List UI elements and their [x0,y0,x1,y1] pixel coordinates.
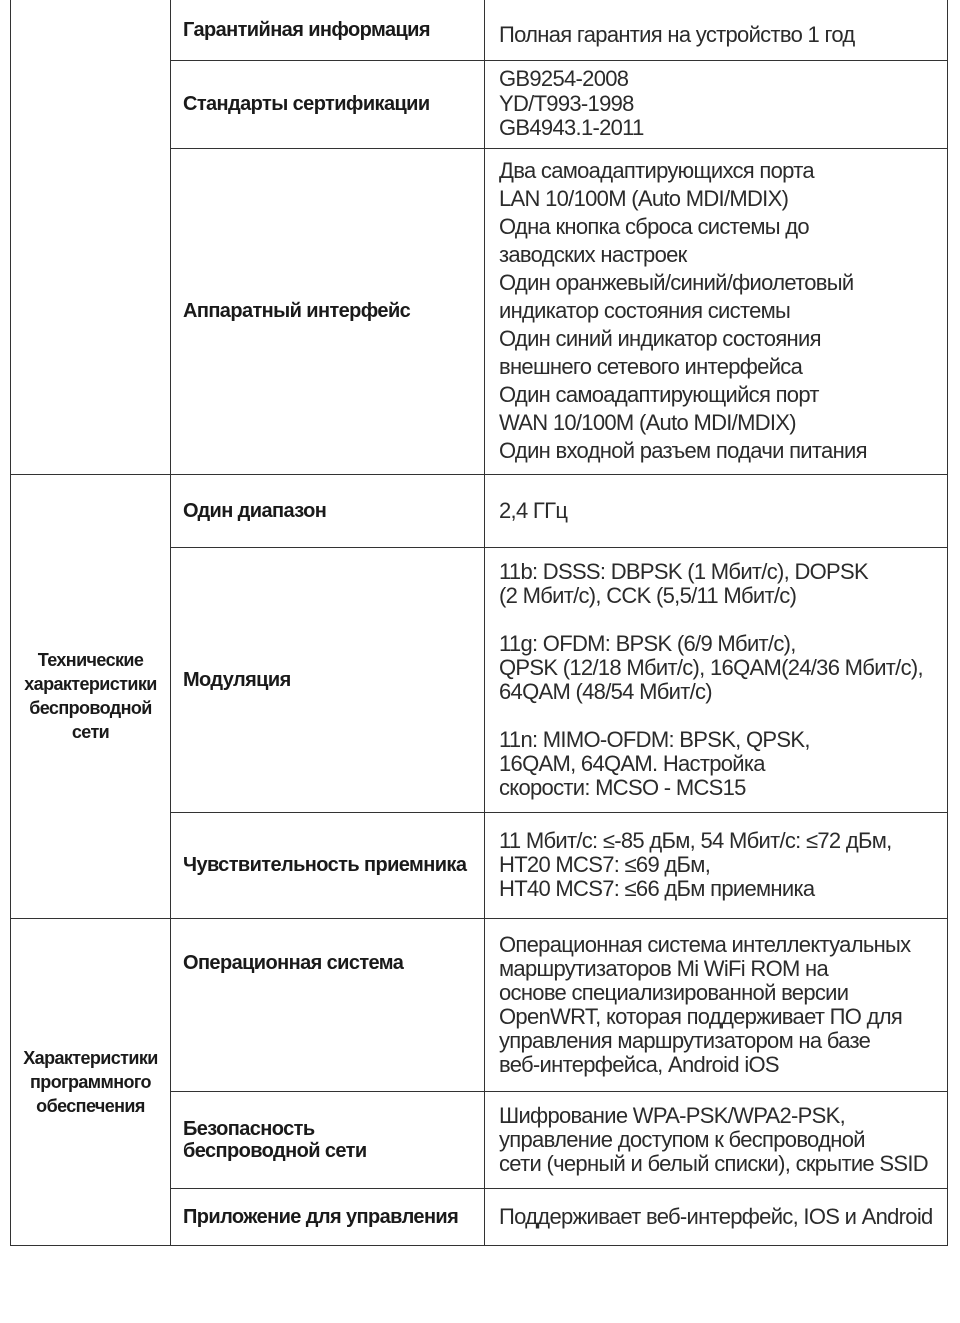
value-band [485,474,948,547]
modulation-11n [499,728,945,800]
value-line: 64QAM (48/54 Мбит/с) [499,678,712,704]
group-label-line: обеспечения [36,1095,145,1116]
group-cell-general [11,0,171,474]
label-sensitivity: Чувствительность приемника [171,812,485,918]
group-label-line: Характеристики [23,1047,158,1068]
label-band: Один диапазон [171,474,485,547]
label-hardware: Аппаратный интерфейс [171,148,485,474]
value-line: 11g: OFDM: BPSK (6/9 Мбит/с), [499,630,796,656]
value-sensitivity [485,812,948,918]
value-line: сети (черный и белый списки), скрытие SSID [499,1150,928,1176]
value-line: внешнего сетевого интерфейса [499,354,803,379]
label-certification: Стандарты сертификации [171,60,485,148]
value-line: скорости: MCSO - MCS15 [499,774,746,800]
value-line: маршрутизаторов Mi WiFi ROM на [499,955,829,981]
value-line: HT40 MCS7: ≤66 дБм приемника [499,876,815,901]
value-management-app [485,1188,948,1245]
value-hardware [485,148,948,474]
group-cell-software [11,918,171,1245]
value-line: OpenWRT, которая поддерживает ПО для [499,1003,903,1029]
value-line: WAN 10/100M (Auto MDI/MDIX) [499,410,796,435]
value-line: Один входной разъем подачи питания [499,438,867,463]
value-warranty [485,0,948,60]
value-line: управление доступом к беспроводной [499,1126,865,1152]
label-line: Безопасность [183,1117,315,1140]
group-cell-wireless [11,474,171,918]
value-line: YD/T993-1998 [499,90,634,116]
table-row-os [11,918,948,1091]
modulation-11g [499,632,945,704]
value-certification [485,60,948,148]
label-modulation: Модуляция [171,547,485,812]
value-line: Два самоадаптирующихся порта [499,158,814,183]
value-line: GB9254-2008 [499,66,629,92]
value-line: GB4943.1-2011 [499,115,644,141]
group-label-line: характеристики [24,674,157,694]
value-line: заводских настроек [499,242,687,267]
label-os: Операционная система [171,918,485,1091]
group-label-line: сети [71,722,110,742]
value-line: HT20 MCS7: ≤69 дБм, [499,852,711,877]
value-line: (2 Мбит/с), CCK (5,5/11 Мбит/с) [499,582,797,608]
label-line: беспроводной сети [183,1139,367,1162]
label-security [171,1091,485,1188]
value-line: Операционная система интеллектуальных [499,931,911,957]
value-line: индикатор состояния системы [499,298,791,323]
value-line: веб-интерфейса, Android iOS [499,1051,779,1077]
value-line: основе специализированной версии [499,979,849,1005]
label-warranty: Гарантийная информация [171,0,485,60]
value-line: Одна кнопка сброса системы до [499,214,809,239]
table-row-warranty [11,0,948,60]
value-line: QPSK (12/18 Мбит/с), 16QAM(24/36 Мбит/с), [499,654,923,680]
value-line: Поддерживает веб-интерфейс, IOS и Android [499,1203,933,1229]
value-line: управления маршрутизатором на базе [499,1027,871,1053]
value-line: 2,4 ГГц [499,497,568,523]
group-label-line: беспроводной [29,698,152,718]
value-line: LAN 10/100M (Auto MDI/MDIX) [499,186,789,211]
value-security [485,1091,948,1188]
table-row-band [11,474,948,547]
value-line: 11b: DSSS: DBPSK (1 Мбит/с), DOPSK [499,558,868,584]
label-management-app: Приложение для управления [171,1188,485,1245]
modulation-11b [499,560,945,608]
value-line: 11 Мбит/с: ≤-85 дБм, 54 Мбит/с: ≤72 дБм, [499,828,892,853]
value-line: Один самоадаптирующийся порт [499,382,819,407]
value-os [485,918,948,1091]
value-line: Один оранжевый/синий/фиолетовый [499,270,854,295]
value-line: Полная гарантия на устройство 1 год [499,21,855,47]
value-line: 16QAM, 64QAM. Настройка [499,750,765,776]
group-label-line: программного [30,1071,151,1092]
group-label-line: Технические [37,650,144,670]
value-line: 11n: MIMO-OFDM: BPSK, QPSK, [499,726,810,752]
spec-table [10,0,948,1246]
value-line: Шифрование WPA-PSK/WPA2-PSK, [499,1102,845,1128]
value-line: Один синий индикатор состояния [499,326,821,351]
value-modulation [485,547,948,812]
